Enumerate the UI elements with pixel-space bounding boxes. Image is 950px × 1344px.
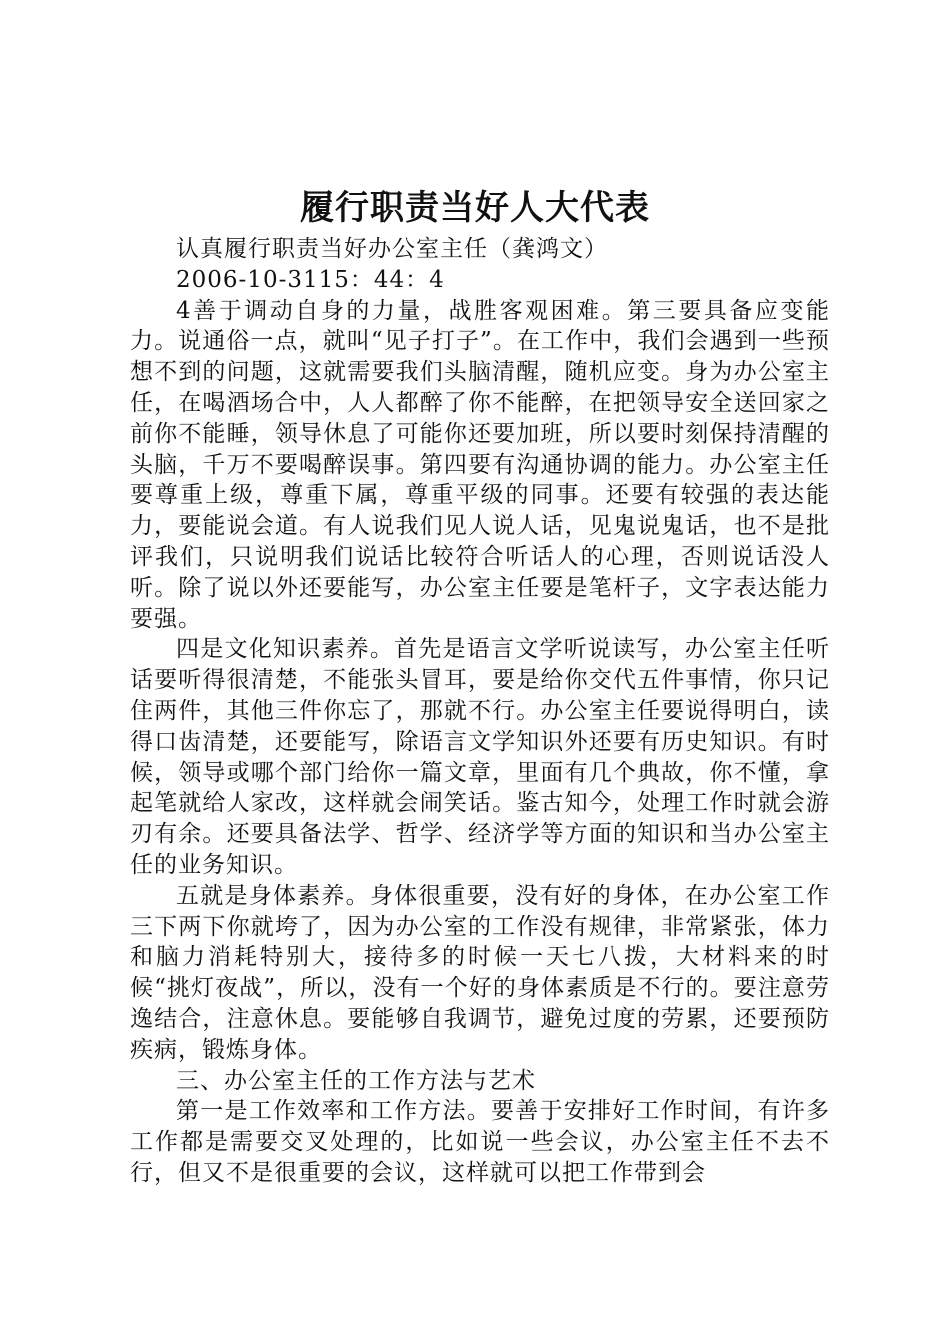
section-heading: 三、办公室主任的工作方法与艺术: [176, 1067, 536, 1094]
document-title: 履行职责当好人大代表: [300, 188, 650, 228]
paragraph: 4善于调动自身的力量，战胜客观困难。第三要具备应变能力。说通俗一点，就叫“见子打子”。在工作中，我们会遇到一些预想不到的问题，这就需要我们头脑清醒，随机应变。身为办公室主任，在喝酒场合中，人人都醉了你不能醉，在把领导安全送回家之前你不能睡，领导休息了可能你还要加班，所以要时刻保持清醒的头脑，千万不要喝醉误事。第四要有沟通协调的能力。办公室主任要尊重上级，尊重下属，尊重平级的同事。还要有较强的表达能力，要能说会道。有人说我们见人说人话，见鬼说鬼话，也不是批评我们，只说明我们说话比较符合听话人的心理，否则说话没人听。除了说以外还要能写，办公室主任要是笔杆子，文字表达能力要强。: [130, 297, 830, 632]
subtitle-line: 认真履行职责当好办公室主任（龚鸿文）: [176, 236, 608, 262]
document-body: [130, 234, 830, 1189]
paragraph: 四是文化知识素养。首先是语言文学听说读写，办公室主任听话要听得很清楚，不能张头冒耳，要是给你交代五件事情，你只记住两件，其他三件你忘了，那就不行。办公室主任要说得明白，读得口齿清楚，还要能写，除语言文学知识外还要有历史知识。有时候，领导或哪个部门给你一篇文章，里面有几个典故，你不懂，拿起笔就给人家改，这样就会闹笑话。鉴古知今，处理工作时就会游刃有余。还要具备法学、哲学、经济学等方面的知识和当办公室主任的业务知识。: [130, 636, 830, 878]
date-line: 2006-10-3115：44：4: [176, 266, 445, 293]
paragraph: 第一是工作效率和工作方法。要善于安排好工作时间，有许多工作都是需要交叉处理的，比如说一些会议，办公室主任不去不行，但又不是很重要的会议，这样就可以把工作带到会: [130, 1098, 830, 1186]
paragraph: 五就是身体素养。身体很重要，没有好的身体，在办公室工作三下两下你就垮了，因为办公室的工作没有规律，非常紧张，体力和脑力消耗特别大，接待多的时候一天七八拨，大材料来的时候“挑灯夜战”，所以，没有一个好的身体素质是不行的。要注意劳逸结合，注意休息。要能够自我调节，避免过度的劳累，还要预防疾病，锻炼身体。: [130, 882, 830, 1063]
